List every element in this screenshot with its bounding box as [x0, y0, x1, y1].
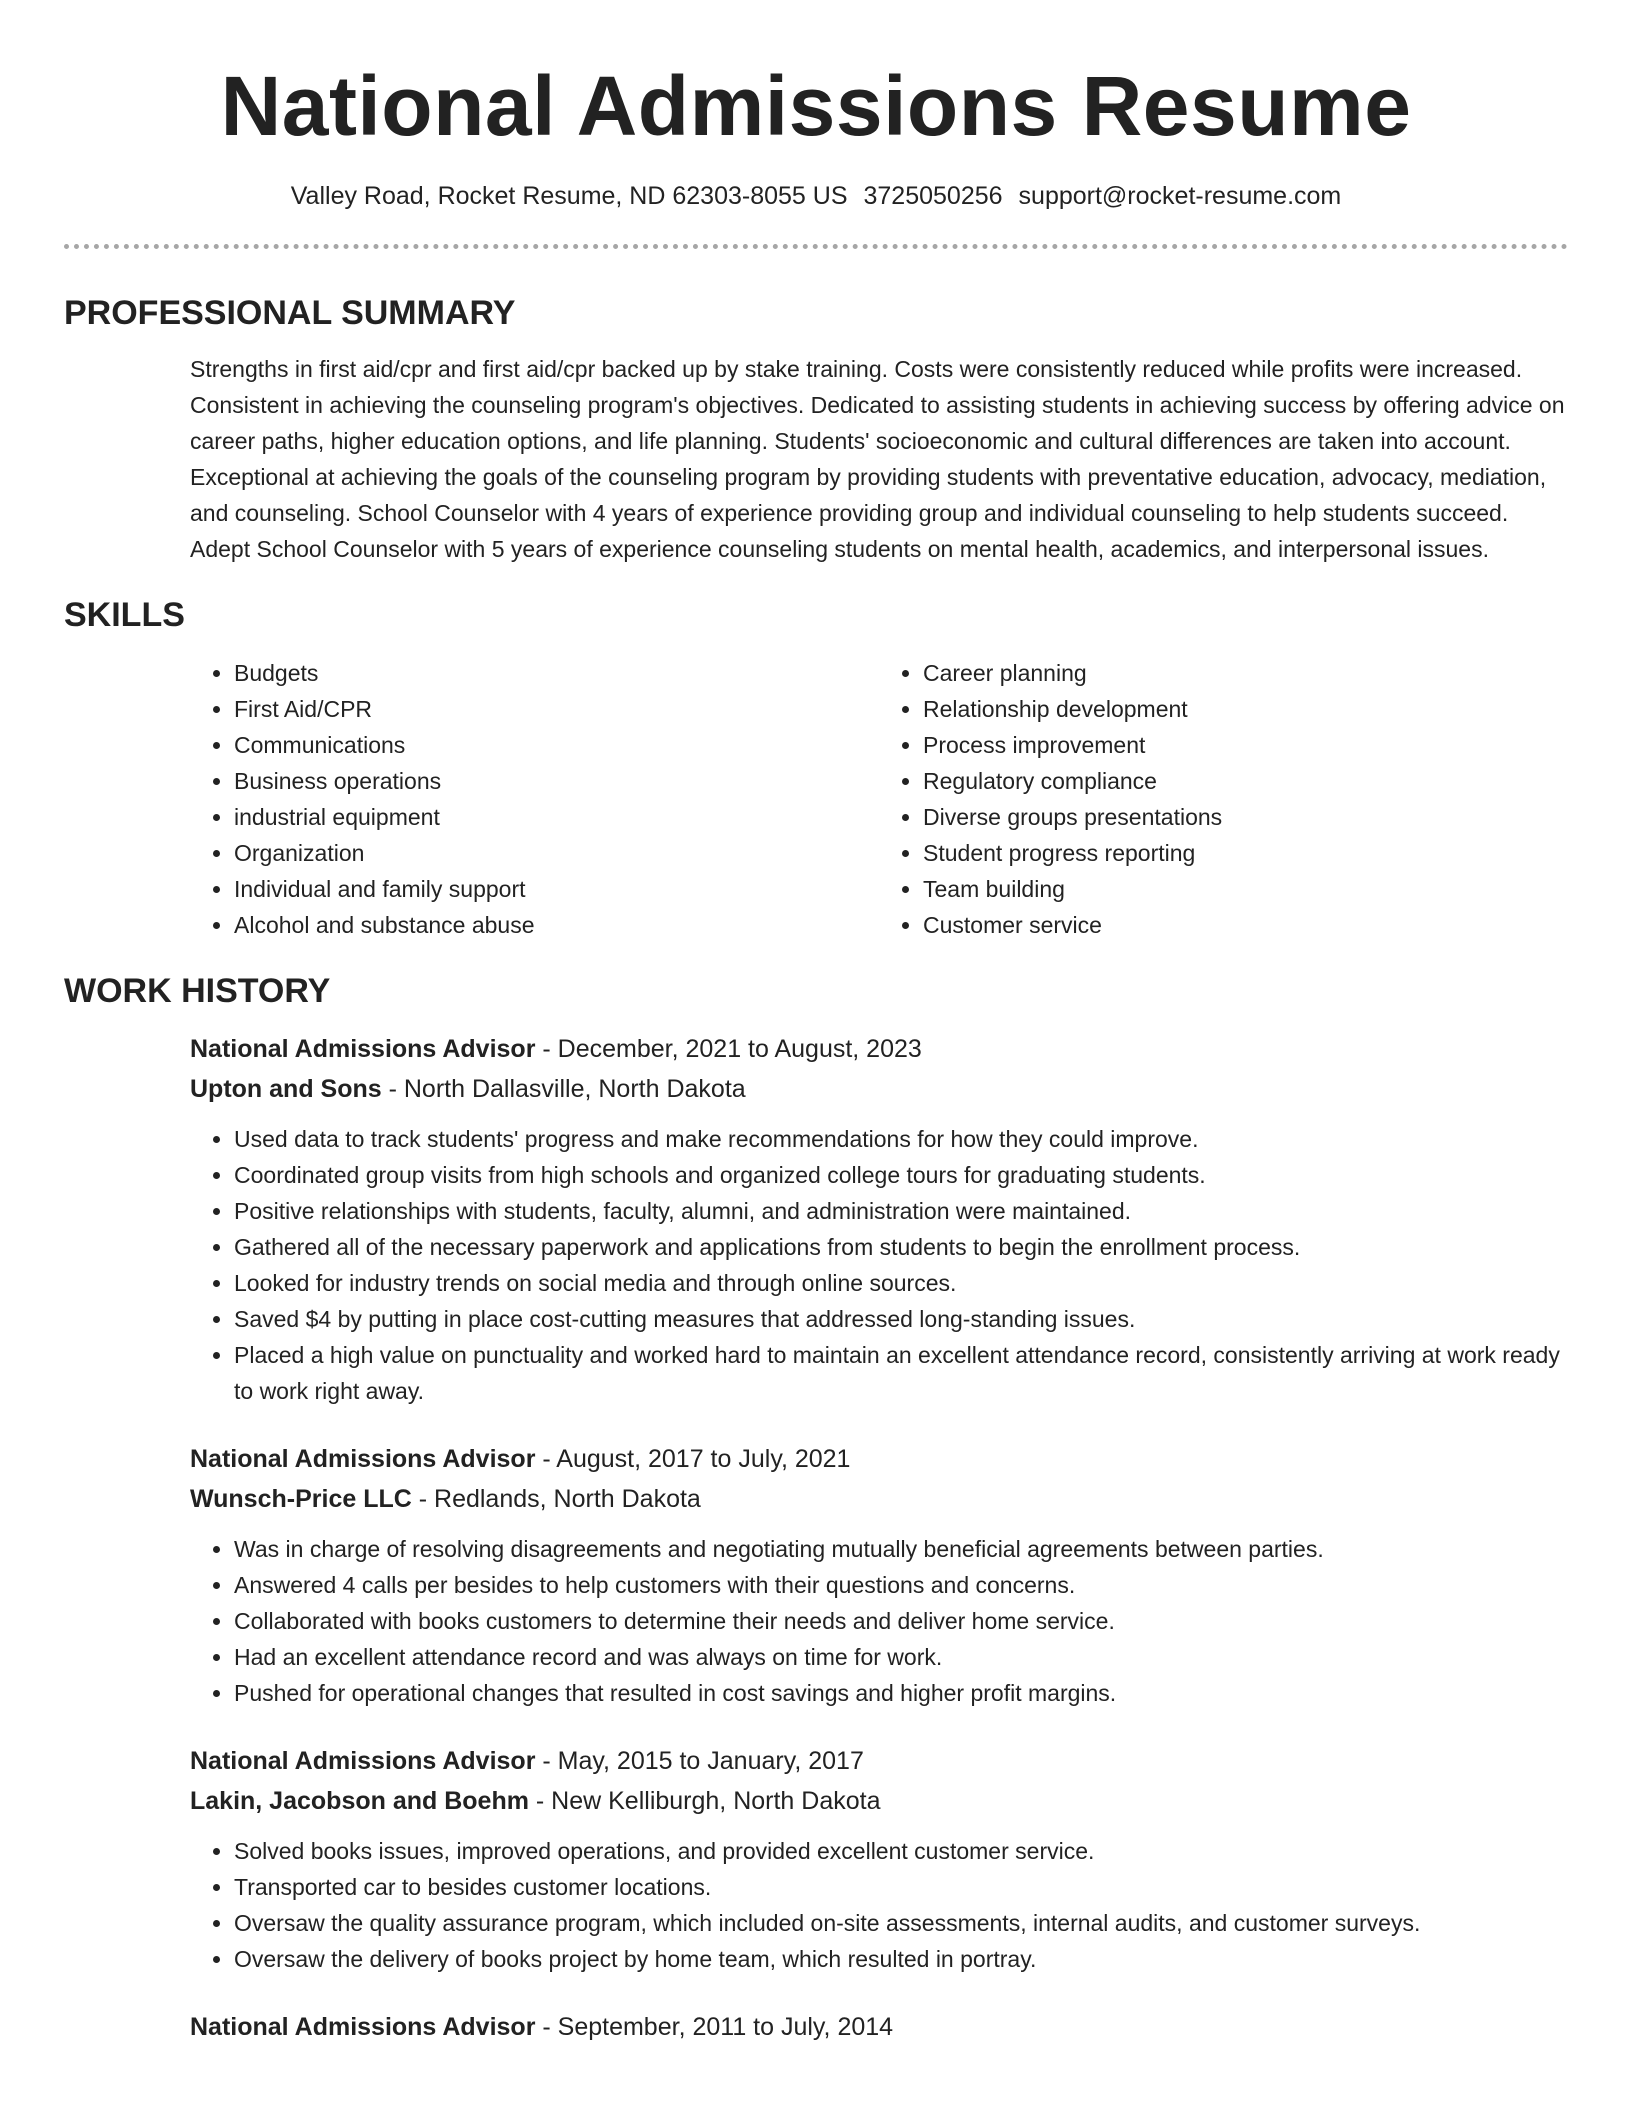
job-role: National Admissions Advisor — [190, 1747, 536, 1775]
job-dates: - August, 2017 to July, 2021 — [535, 1445, 851, 1473]
skill-item: • Process improvement — [923, 727, 1568, 763]
job-bullet: • Pushed for operational changes that resulted in cost savings and higher profit margins. — [234, 1675, 1568, 1711]
skills-heading: SKILLS — [64, 596, 185, 634]
job-bullet: • Had an excellent attendance record and was always on time for work. — [234, 1639, 1568, 1675]
job-bullet: • Transported car to besides customer locations. — [234, 1869, 1568, 1905]
job-entry — [190, 1741, 1568, 1977]
skill-item: • Budgets — [234, 655, 879, 691]
job-location: - Redlands, North Dakota — [411, 1485, 701, 1513]
job-bullets — [190, 1121, 1568, 1409]
skill-item: • First Aid/CPR — [234, 691, 879, 727]
job-bullet: • Looked for industry trends on social media and through online sources. — [234, 1265, 1568, 1301]
skill-item: • Customer service — [923, 907, 1568, 943]
job-bullet: • Placed a high value on punctuality and worked hard to maintain an excellent attendance record, consistently arriving at work ready to work right away. — [234, 1337, 1568, 1409]
skill-item: • Individual and family support — [234, 871, 879, 907]
job-bullet: • Was in charge of resolving disagreements and negotiating mutually beneficial agreements between parties. — [234, 1531, 1568, 1567]
job-role-line — [190, 1029, 1568, 1069]
job-location: - New Kelliburgh, North Dakota — [528, 1787, 881, 1815]
job-entry — [190, 1029, 1568, 1409]
contact-phone: 3725050256 — [863, 182, 1003, 210]
job-bullet: • Oversaw the delivery of books project by home team, which resulted in portray. — [234, 1941, 1568, 1977]
job-entry — [190, 1439, 1568, 1711]
job-company: Upton and Sons — [190, 1075, 382, 1103]
job-bullet: • Coordinated group visits from high schools and organized college tours for graduating students. — [234, 1157, 1568, 1193]
contact-line — [64, 180, 1568, 212]
job-company-line — [190, 1781, 1568, 1821]
job-bullet: • Gathered all of the necessary paperwork and applications from students to begin the enrollment process. — [234, 1229, 1568, 1265]
skill-item: • Organization — [234, 835, 879, 871]
job-bullets — [190, 1531, 1568, 1711]
job-bullets — [190, 1833, 1568, 1977]
resume-name: National Admissions Resume — [220, 59, 1412, 153]
contact-email: support@rocket-resume.com — [1018, 182, 1342, 210]
header-divider — [64, 244, 1568, 249]
job-location: - North Dallasville, North Dakota — [381, 1075, 746, 1103]
job-bullet: • Saved $4 by putting in place cost-cutting measures that addressed long-standing issues. — [234, 1301, 1568, 1337]
job-bullet: • Answered 4 calls per besides to help customers with their questions and concerns. — [234, 1567, 1568, 1603]
work-history-heading: WORK HISTORY — [64, 972, 331, 1010]
skill-item: • industrial equipment — [234, 799, 879, 835]
resume-page — [64, 0, 1568, 2047]
skills-column-right — [879, 655, 1568, 943]
job-company: Wunsch-Price LLC — [190, 1485, 412, 1513]
job-company-line — [190, 1069, 1568, 1109]
job-bullet: • Positive relationships with students, faculty, alumni, and administration were maintained. — [234, 1193, 1568, 1229]
job-dates: - December, 2021 to August, 2023 — [535, 1035, 922, 1063]
job-role: National Admissions Advisor — [190, 1035, 536, 1063]
summary-heading: PROFESSIONAL SUMMARY — [64, 294, 516, 332]
skill-item: • Team building — [923, 871, 1568, 907]
contact-address: Valley Road, Rocket Resume, ND 62303-8055 US — [290, 182, 848, 210]
job-role-line — [190, 2007, 1568, 2047]
job-bullet: • Solved books issues, improved operations, and provided excellent customer service. — [234, 1833, 1568, 1869]
job-entry — [190, 2007, 1568, 2047]
job-company-line — [190, 1479, 1568, 1519]
job-company: Lakin, Jacobson and Boehm — [190, 1787, 529, 1815]
job-bullet: • Oversaw the quality assurance program, which included on-site assessments, internal audits, and customer surveys. — [234, 1905, 1568, 1941]
skill-item: • Regulatory compliance — [923, 763, 1568, 799]
skill-item: • Relationship development — [923, 691, 1568, 727]
summary-text: Strengths in first aid/cpr and first aid/cpr backed up by stake training. Costs were consistently reduced while profits were increased. Consistent in achieving the counseling program's objectives. Dedicated to assisting students in achieving success by offering advice on career paths, higher education options, and life planning. Students' socioeconomic and cultural differences are taken into account. Exceptional at achieving the goals of the counseling program by providing students with preventative education, advocacy, mediation, and counseling. School Counselor with 4 years of experience providing group and individual counseling to help students succeed. Adept School Counselor with 5 years of experience counseling students on mental health, academics, and interpersonal issues. — [190, 356, 1565, 562]
skill-item: • Student progress reporting — [923, 835, 1568, 871]
job-bullet: • Used data to track students' progress and make recommendations for how they could improve. — [234, 1121, 1568, 1157]
skill-item: • Career planning — [923, 655, 1568, 691]
skill-item: • Diverse groups presentations — [923, 799, 1568, 835]
job-role-line — [190, 1439, 1568, 1479]
job-role-line — [190, 1741, 1568, 1781]
job-role: National Admissions Advisor — [190, 1445, 536, 1473]
skills-column-left — [190, 655, 879, 943]
job-dates: - May, 2015 to January, 2017 — [535, 1747, 864, 1775]
skill-item: • Communications — [234, 727, 879, 763]
job-bullet: • Collaborated with books customers to determine their needs and deliver home service. — [234, 1603, 1568, 1639]
job-dates: - September, 2011 to July, 2014 — [535, 2013, 894, 2041]
skill-item: • Business operations — [234, 763, 879, 799]
job-role: National Admissions Advisor — [190, 2013, 536, 2041]
skills-grid — [190, 655, 1568, 943]
skill-item: • Alcohol and substance abuse — [234, 907, 879, 943]
